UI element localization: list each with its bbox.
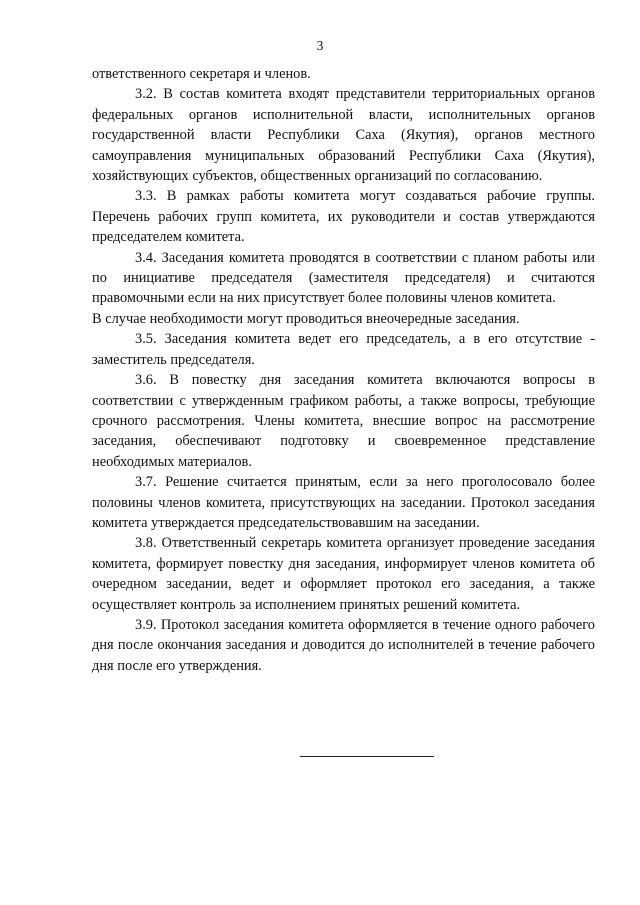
paragraph-3-4-extra: В случае необходимости могут проводиться внеочередные заседания. (92, 310, 520, 327)
closing-divider (300, 756, 434, 757)
paragraph-3-2: 3.2. В состав комитета входят представители территориальных органов федеральных органов исполнительной власти, исполнительных органов государственной власти Республики Саха (Якутия), органов местного самоуправления муниципальных образований Республики Саха (Якутия), хозяйствующих субъектов, общественных организаций по согласованию. (92, 86, 595, 185)
paragraph-3-6: 3.6. В повестку дня заседания комитета включаются вопросы в соответствии с утвержденным графиком работы, а также вопросы, требующие срочного рассмотрения. Члены комитета, внесшие вопрос на рассмотрение заседания, обеспечивают подготовку и своевременное представление необходимых материалов. (92, 372, 595, 470)
paragraph-3-4: 3.4. Заседания комитета проводятся в соответствии с планом работы или по инициативе председателя (заместителя председателя) и считаются правомочными если на них присутствует более половины членов комитета. (92, 249, 595, 307)
paragraph-3-9: 3.9. Протокол заседания комитета оформляется в течение одного рабочего дня после окончания заседания и доводится до исполнителей в течение рабочего дня после его утверждения. (92, 616, 595, 674)
paragraph-continuation: ответственного секретаря и членов. (92, 66, 311, 82)
paragraph-3-5: 3.5. Заседания комитета ведет его председатель, а в его отсутствие - заместитель председателя. (92, 331, 595, 368)
page-number: 3 (316, 38, 324, 53)
paragraph-3-8: 3.8. Ответственный секретарь комитета организует проведение заседания комитета, формирует повестку дня заседания, информирует членов комитета об очередном заседании, ведет и оформляет протокол его заседания, а также осуществляет контроль за исполнением принятых решений комитета. (92, 535, 595, 613)
document-body (92, 64, 595, 676)
paragraph-3-7: 3.7. Решение считается принятым, если за него проголосовало более половины членов комитета, присутствующих на заседании. Протокол заседания комитета утверждается председательствовавшим на заседании. (92, 474, 595, 531)
paragraph-3-3: 3.3. В рамках работы комитета могут создаваться рабочие группы. Перечень рабочих групп комитета, их руководители и состав утверждаются председателем комитета. (92, 188, 595, 246)
